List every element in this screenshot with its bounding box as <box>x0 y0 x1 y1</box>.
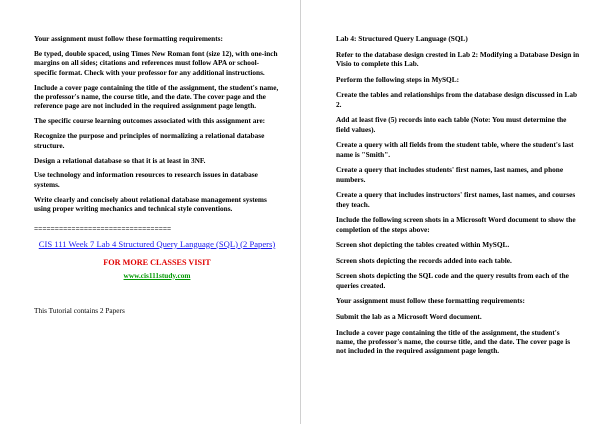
screenshot-sql: Screen shots depicting the SQL code and the query results from each of the queries created. <box>336 271 569 290</box>
paragraph-formatting-rules: Be typed, double spaced, using Times New Roman font (size 12), with one-inch margins on all sides; citations and references must follow APA or school-specific format. Check with your professor for any additional instructions. <box>34 48 278 77</box>
step-query-instructors: Create a query that includes instructors' first names, last names, and courses they teach. <box>336 190 576 209</box>
paragraph-cover-page-right: Include a cover page containing the title of the assignment, the student's name, the professor's name, the course title, and the date. The cover page is not included in the required assignment page length. <box>336 327 571 356</box>
paragraph-steps-intro: Perform the following steps in MySQL: <box>336 74 460 84</box>
more-classes-text: FOR MORE CLASSES VISIT <box>103 257 211 267</box>
paragraph-outcome-normalize: Recognize the purpose and principles of normalizing a relational database structure. <box>34 131 265 150</box>
step-add-records: Add at least five (5) records into each table (Note: You must determine the field values). <box>336 115 567 134</box>
paragraph-submit: Submit the lab as a Microsoft Word document. <box>336 311 482 321</box>
site-link[interactable]: www.cis111study.com <box>123 270 191 280</box>
step-query-smith: Create a query with all fields from the student table, where the student's last name is "Smith". <box>336 140 574 159</box>
screenshot-tables: Screen shot depicting the tables created within MySQL. <box>336 240 510 250</box>
paragraph-outcome-research: Use technology and information resources to research issues in database systems. <box>34 170 258 189</box>
step-query-students: Create a query that includes students' first names, last names, and phone numbers. <box>336 165 564 184</box>
lab-title: Lab 4: Structured Query Language (SQL) <box>336 34 468 43</box>
screenshot-records: Screen shots depicting the records added into each table. <box>336 255 512 265</box>
paragraph-outcome-3nf: Design a relational database so that it is at least in 3NF. <box>34 155 206 165</box>
paragraph-screenshots-intro: Include the following screen shots in a Microsoft Word document to show the completion of the steps above: <box>336 215 576 234</box>
course-title-link[interactable]: CIS 111 Week 7 Lab 4 Structured Query Language (SQL) (2 Papers) <box>38 238 276 249</box>
right-page <box>300 0 600 424</box>
tutorial-note: This Tutorial contains 2 Papers <box>34 305 125 315</box>
equals-divider: ================================= <box>34 223 172 233</box>
paragraph-cover-page: Include a cover page containing the title of the assignment, the student's name, the professor's name, the course title, and the date. The cover page and the reference page are not included in the required assignment page length. <box>34 82 279 111</box>
step-create-tables: Create the tables and relationships from the database design discussed in Lab 2. <box>336 90 578 109</box>
paragraph-formatting-heading: Your assignment must follow these formatting requirements: <box>336 296 525 306</box>
paragraph-outcome-writing: Write clearly and concisely about relational database management systems using proper writing mechanics and technical style conventions. <box>34 194 267 214</box>
formatting-heading: Your assignment must follow these formatting requirements: <box>34 34 223 43</box>
paragraph-outcomes-intro: The specific course learning outcomes associated with this assignment are: <box>34 116 266 126</box>
paragraph-refer-lab2: Refer to the database design crested in Lab 2: Modifying a Database Design in Visio to complete this Lab. <box>336 49 580 68</box>
